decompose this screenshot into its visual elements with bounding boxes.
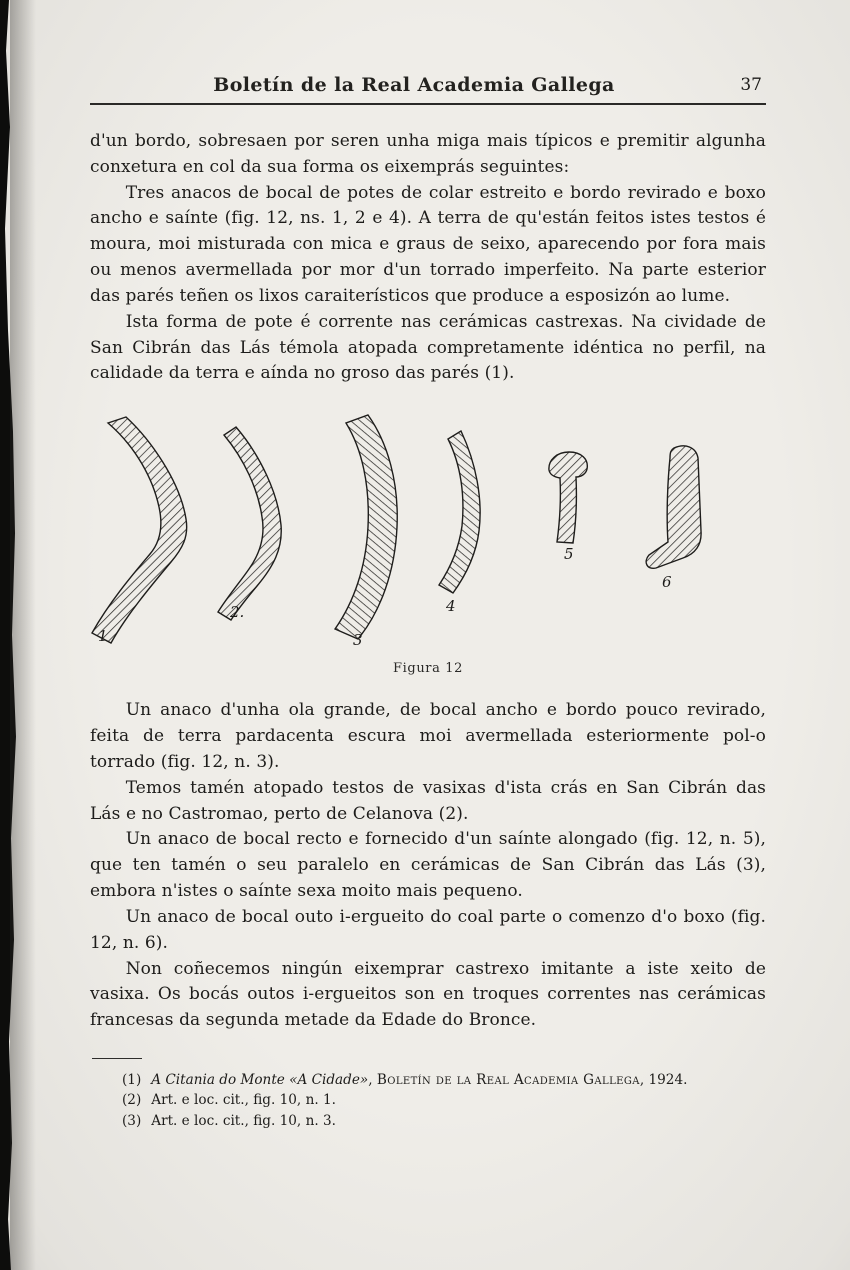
footnote-tail: , 1924. — [639, 1072, 688, 1089]
footnote-text: Art. e loc. cit., fig. 10, n. 1. — [151, 1092, 336, 1109]
footnote-marker: (3) — [122, 1112, 142, 1129]
body-text-top — [90, 129, 766, 387]
footnote-separator: , — [368, 1072, 377, 1089]
footnote-marker: (1) — [122, 1072, 142, 1089]
figure-label-6: 6 — [662, 573, 672, 592]
footnote-1 — [90, 1070, 766, 1090]
journal-title: Boletín de la Real Academia Gallega — [213, 74, 615, 96]
footnote-journal: Boletín de la Real Academia Gallega — [376, 1072, 640, 1089]
page-header — [90, 74, 766, 105]
body-text-bottom — [90, 698, 766, 1034]
body-paragraph: d'un bordo, sobresaen por seren unha miga mais típicos e premitir algunha conxetura en col da sua forma os eixemprás seguintes: — [90, 131, 766, 177]
footnote-3 — [90, 1111, 766, 1131]
pottery-sherd-6 — [646, 446, 701, 568]
body-paragraph: Tres anacos de bocal de potes de colar estreito e bordo revirado e boxo ancho e saínte (fig. 12, ns. 1, 2 e 4). A terra de qu'están feitos istes testos é moura, moi misturada con mica e graus de seixo, aparecendo por fora mais ou menos avermellada por mor d'un torrado imperfeito. Na parte esterior das parés teñen os lixos caraiterísticos que produce a esposizón ao lume. — [90, 182, 766, 306]
pottery-sherd-3 — [335, 415, 397, 639]
figure-label-3: 3 — [353, 631, 363, 650]
body-paragraph: Temos tamén atopado testos de vasixas d'ista crás en San Cibrán das Lás e no Castromao, perto de Celanova (2). — [90, 777, 766, 824]
pottery-sherd-1 — [92, 417, 187, 646]
footnote-marker: (2) — [122, 1092, 142, 1109]
pottery-sherd-5 — [549, 452, 587, 543]
page — [90, 74, 766, 1131]
figure-label-2: 2. — [230, 603, 245, 622]
pottery-sherd-2 — [218, 427, 281, 620]
figure-12 — [90, 413, 766, 653]
footnotes — [90, 1058, 766, 1131]
footnote-work-title: A Citania do Monte «A Cidade» — [151, 1072, 369, 1089]
body-paragraph: Un anaco de bocal recto e fornecido d'un saínte alongado (fig. 12, n. 5), que ten tamén o seu paralelo en cerámicas de San Cibrán das Lás (3), embora n'istes o saínte sexa moito mais pequeno. — [90, 829, 766, 902]
pottery-profiles-drawing — [90, 413, 730, 653]
footnote-rule — [92, 1058, 142, 1059]
figure-label-1: 1 — [98, 627, 108, 646]
body-paragraph: Non coñecemos ningún eixemprar castrexo imitante a iste xeito de vasixa. Os bocás outos i-ergueitos son en troques correntes nas cerámicas francesas da segunda metade da Edade do Bronce. — [90, 958, 766, 1031]
header-rule — [90, 103, 766, 105]
figure-label-4: 4 — [446, 597, 456, 616]
footnote-text: Art. e loc. cit., fig. 10, n. 3. — [151, 1112, 336, 1129]
book-binding-edge — [0, 0, 17, 1270]
binding-shadow — [10, 0, 36, 1270]
pottery-sherd-4 — [439, 431, 480, 593]
body-paragraph: Un anaco d'unha ola grande, de bocal ancho e bordo pouco revirado, feita de terra pardacenta escura moi avermellada esteriormente pol-o torrado (fig. 12, n. 3). — [90, 700, 766, 772]
body-paragraph: Ista forma de pote é corrente nas cerámicas castrexas. Na cividade de San Cibrán das Lás témola atopada compretamente idéntica no perfil, na calidade da terra e aínda no groso das parés (1). — [90, 311, 766, 384]
page-number: 37 — [740, 75, 762, 95]
figure-label-5: 5 — [564, 545, 574, 564]
figure-caption: Figura 12 — [393, 661, 463, 677]
body-paragraph: Un anaco de bocal outo i-ergueito do coal parte o comenzo d'o boxo (fig. 12, n. 6). — [90, 906, 766, 953]
footnote-2 — [90, 1090, 766, 1110]
